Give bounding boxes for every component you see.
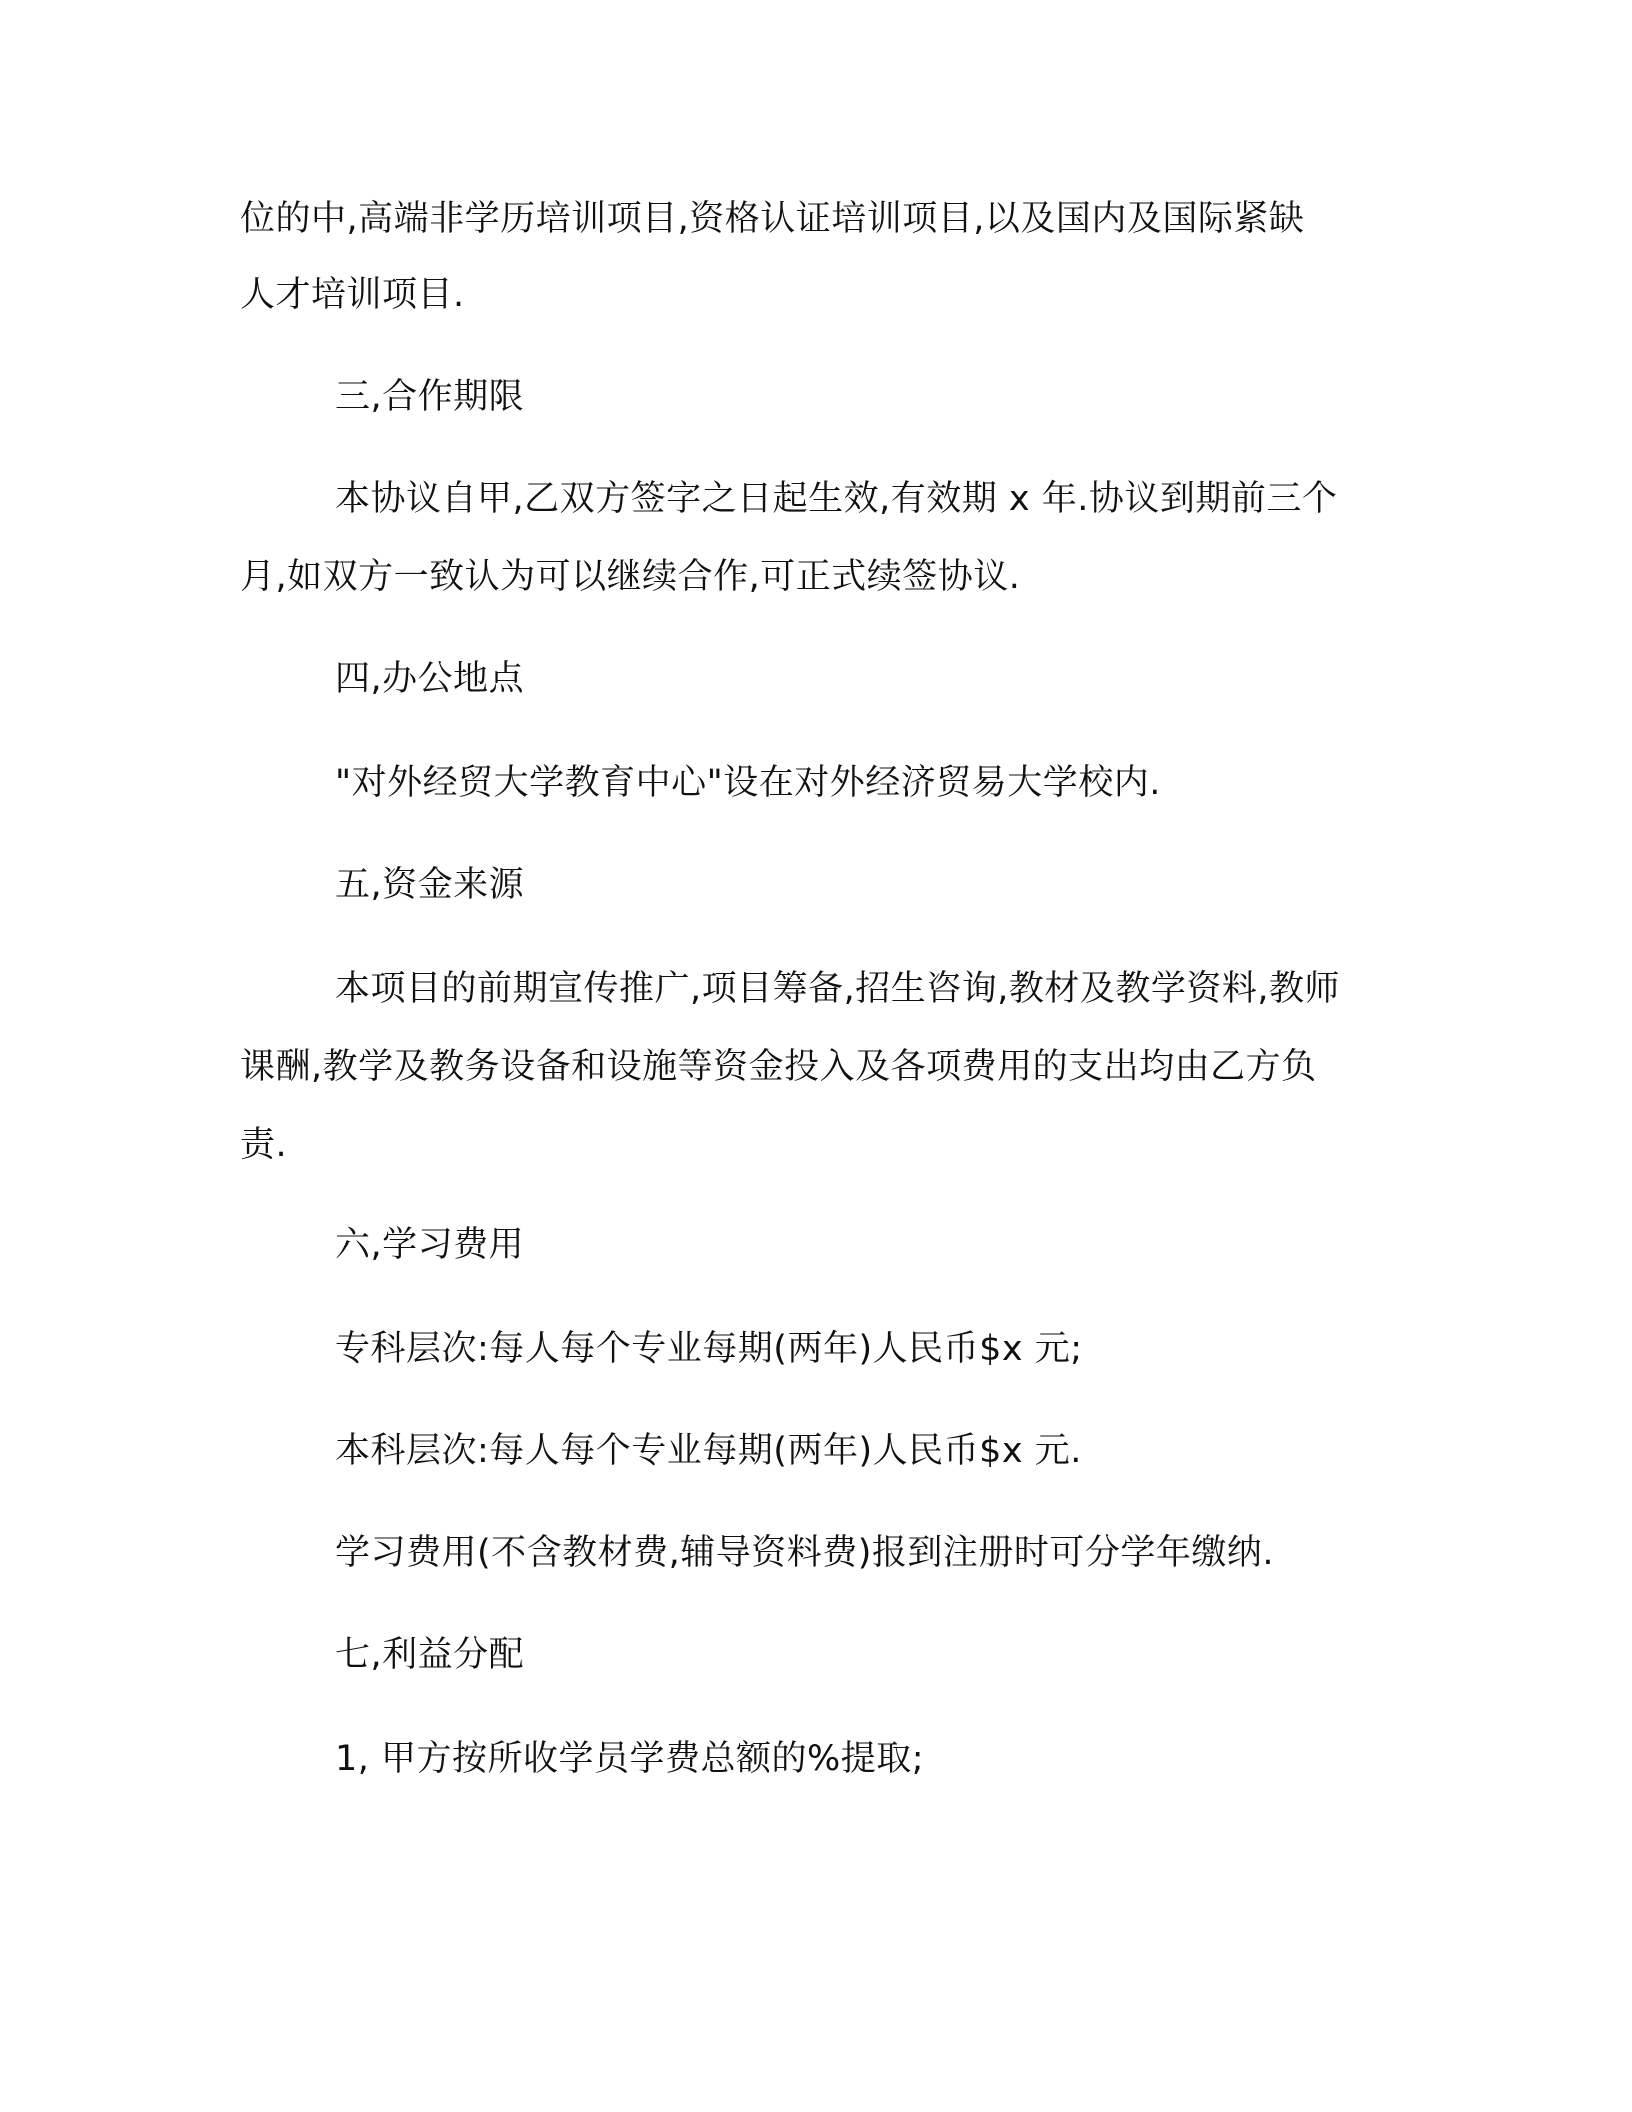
paragraph-line: 学习费用(不含教材费,辅导资料费)报到注册时可分学年缴纳. — [335, 1533, 1275, 1573]
paragraph-line: 责. — [240, 1125, 288, 1165]
section-heading: 三,合作期限 — [335, 377, 525, 417]
paragraph-line: 月,如双方一致认为可以继续合作,可正式续签协议. — [240, 557, 1021, 597]
section-heading: 七,利益分配 — [335, 1635, 525, 1675]
paragraph-line: 本科层次:每人每个专业每期(两年)人民币$x 元. — [335, 1431, 1082, 1471]
paragraph-line: 本协议自甲,乙双方签字之日起生效,有效期 x 年.协议到期前三个 — [335, 479, 1338, 519]
paragraph-line: 1, 甲方按所收学员学费总额的%提取; — [335, 1739, 925, 1779]
section-heading: 四,办公地点 — [335, 659, 525, 699]
paragraph-line: "对外经贸大学教育中心"设在对外经济贸易大学校内. — [335, 763, 1161, 803]
section-heading: 六,学习费用 — [335, 1225, 525, 1265]
paragraph-line: 位的中,高端非学历培训项目,资格认证培训项目,以及国内及国际紧缺 — [240, 199, 1305, 239]
paragraph-line: 专科层次:每人每个专业每期(两年)人民币$x 元; — [335, 1329, 1083, 1369]
paragraph-line: 课酬,教学及教务设备和设施等资金投入及各项费用的支出均由乙方负 — [240, 1047, 1317, 1087]
paragraph-line: 人才培训项目. — [240, 275, 465, 315]
paragraph-line: 本项目的前期宣传推广,项目筹备,招生咨询,教材及教学资料,教师 — [335, 969, 1341, 1009]
section-heading: 五,资金来源 — [335, 865, 525, 905]
